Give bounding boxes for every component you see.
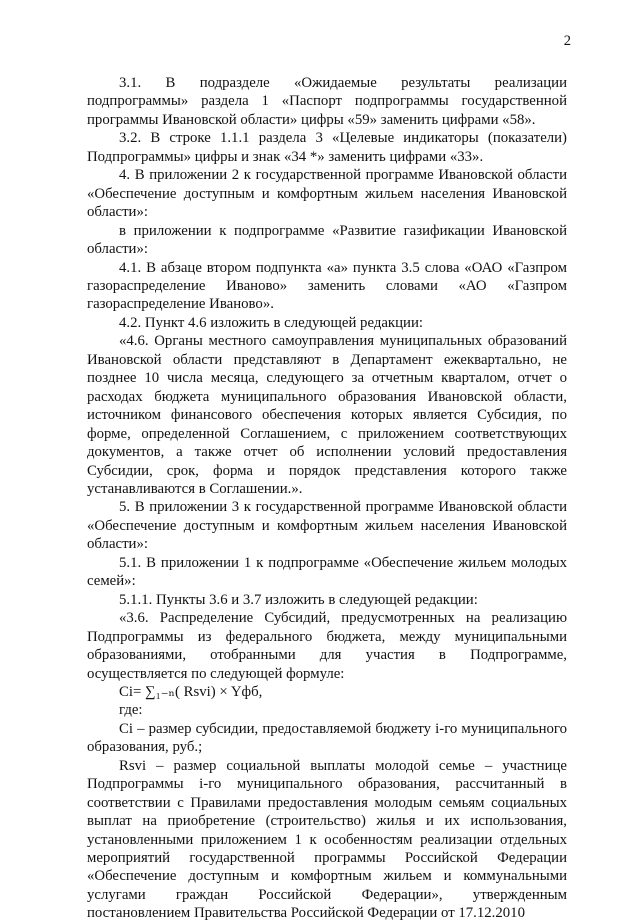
formula: Ci= ∑₁₋ₙ( Rsvi) × Yфб, bbox=[119, 683, 263, 700]
page-number: 2 bbox=[563, 33, 571, 49]
para-3-1: 3.1. В подразделе «Ожидаемые результаты реализации подпрограммы» раздела 1 «Паспорт подпрограммы государственной программы Ивановской области» цифры «59» заменить цифрами «58». bbox=[87, 75, 567, 128]
def-ci: Ci – размер субсидии, предоставляемой бюджету i-го муниципального образования, руб.; bbox=[87, 720, 567, 756]
para-5-1-1: 5.1.1. Пункты 3.6 и 3.7 изложить в следующей редакции: bbox=[119, 591, 478, 608]
para-5-1: 5.1. В приложении 1 к подпрограмме «Обеспечение жильем молодых семей»: bbox=[87, 554, 567, 590]
para-4-1: 4.1. В абзаце втором подпункта «а» пункта 3.5 слова «ОАО «Газпром газораспределение Иваново» заменить словами «АО «Газпром газораспределение Иваново». bbox=[87, 259, 567, 313]
where: где: bbox=[119, 702, 143, 719]
para-4-6: «4.6. Органы местного самоуправления муниципальных образований Ивановской области представляют в Департамент ежеквартально, не позднее 10 числа месяца, следующего за отчетным кварталом, отчет о расходах бюджета муниципального образования Ивановской области, источником финансового обеспечения которых является Субсидия, по форме, определенной Соглашением, с приложением соответствующих документов, а также отчет об исполнении условий предоставления Субсидии, срок, форма и порядок представления которого также устанавливаются в Соглашении.». bbox=[87, 333, 567, 497]
def-rsvi: Rsvi – размер социальной выплаты молодой семье – участнице Подпрограммы i-го муниципального образования, рассчитанный в соответствии с Правилами предоставления молодым семьям социальных выплат на приобретение (строительство) жилья и их использования, установленными приложением 1 к особенностям реализации отдельных мероприятий государственной программы Российской Федерации «Обеспечение доступным и комфортным жильем и коммунальными услугами граждан Российской Федерации», утвержденным постановлением Правительства Российской Федерации от 17.12.2010 bbox=[87, 757, 567, 922]
document-body bbox=[87, 74, 567, 923]
para-4-2: 4.2. Пункт 4.6 изложить в следующей редакции: bbox=[119, 314, 423, 331]
para-3-6: «3.6. Распределение Субсидий, предусмотренных на реализацию Подпрограммы из федерального бюджета, между муниципальными образованиями, отобранными для участия в Подпрограмме, осуществляется по следующей формуле: bbox=[87, 610, 567, 682]
para-4: 4. В приложении 2 к государственной программе Ивановской области «Обеспечение доступным и комфортным жильем населения Ивановской области»: bbox=[87, 167, 567, 221]
para-4-sub: в приложении к подпрограмме «Развитие газификации Ивановской области»: bbox=[87, 222, 567, 258]
para-3-2: 3.2. В строке 1.1.1 раздела 3 «Целевые индикаторы (показатели) Подпрограммы» цифры и знак «34 *» заменить цифрами «33». bbox=[87, 130, 567, 165]
para-5: 5. В приложении 3 к государственной программе Ивановской области «Обеспечение доступным и комфортным жильем населения Ивановской области»: bbox=[87, 499, 567, 553]
